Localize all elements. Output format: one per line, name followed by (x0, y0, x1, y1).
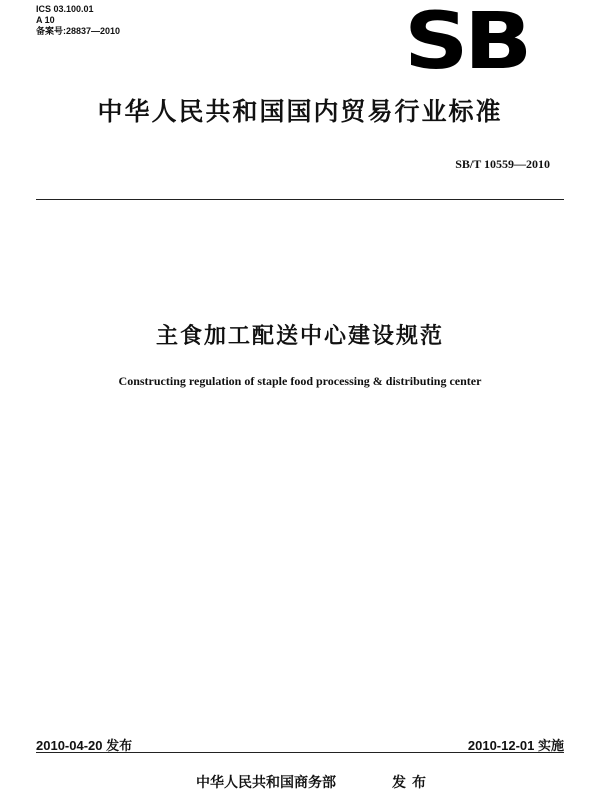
document-metadata (36, 4, 120, 37)
classification-code: A 10 (36, 15, 55, 25)
sb-logo: SB (404, 0, 528, 87)
document-title-english: Constructing regulation of staple food processing & distributing center (118, 374, 482, 388)
header-divider (36, 199, 564, 200)
document-title-chinese: 主食加工配送中心建设规范 (155, 324, 444, 349)
issue-date: 2010-04-20 发布 (36, 738, 133, 753)
implementation-date: 2010-12-01 实施 (467, 738, 564, 753)
ics-code: ICS 03.100.01 (36, 4, 94, 14)
issuing-action: 发布 (392, 775, 432, 791)
issuing-organization: 中华人民共和国商务部 (196, 775, 336, 791)
standard-number: SB/T 10559—2010 (455, 157, 550, 171)
issuing-authority-heading: 中华人民共和国国内贸易行业标准 (97, 97, 503, 126)
footer-divider (36, 752, 564, 753)
filing-number: 备案号:28837—2010 (36, 26, 121, 36)
